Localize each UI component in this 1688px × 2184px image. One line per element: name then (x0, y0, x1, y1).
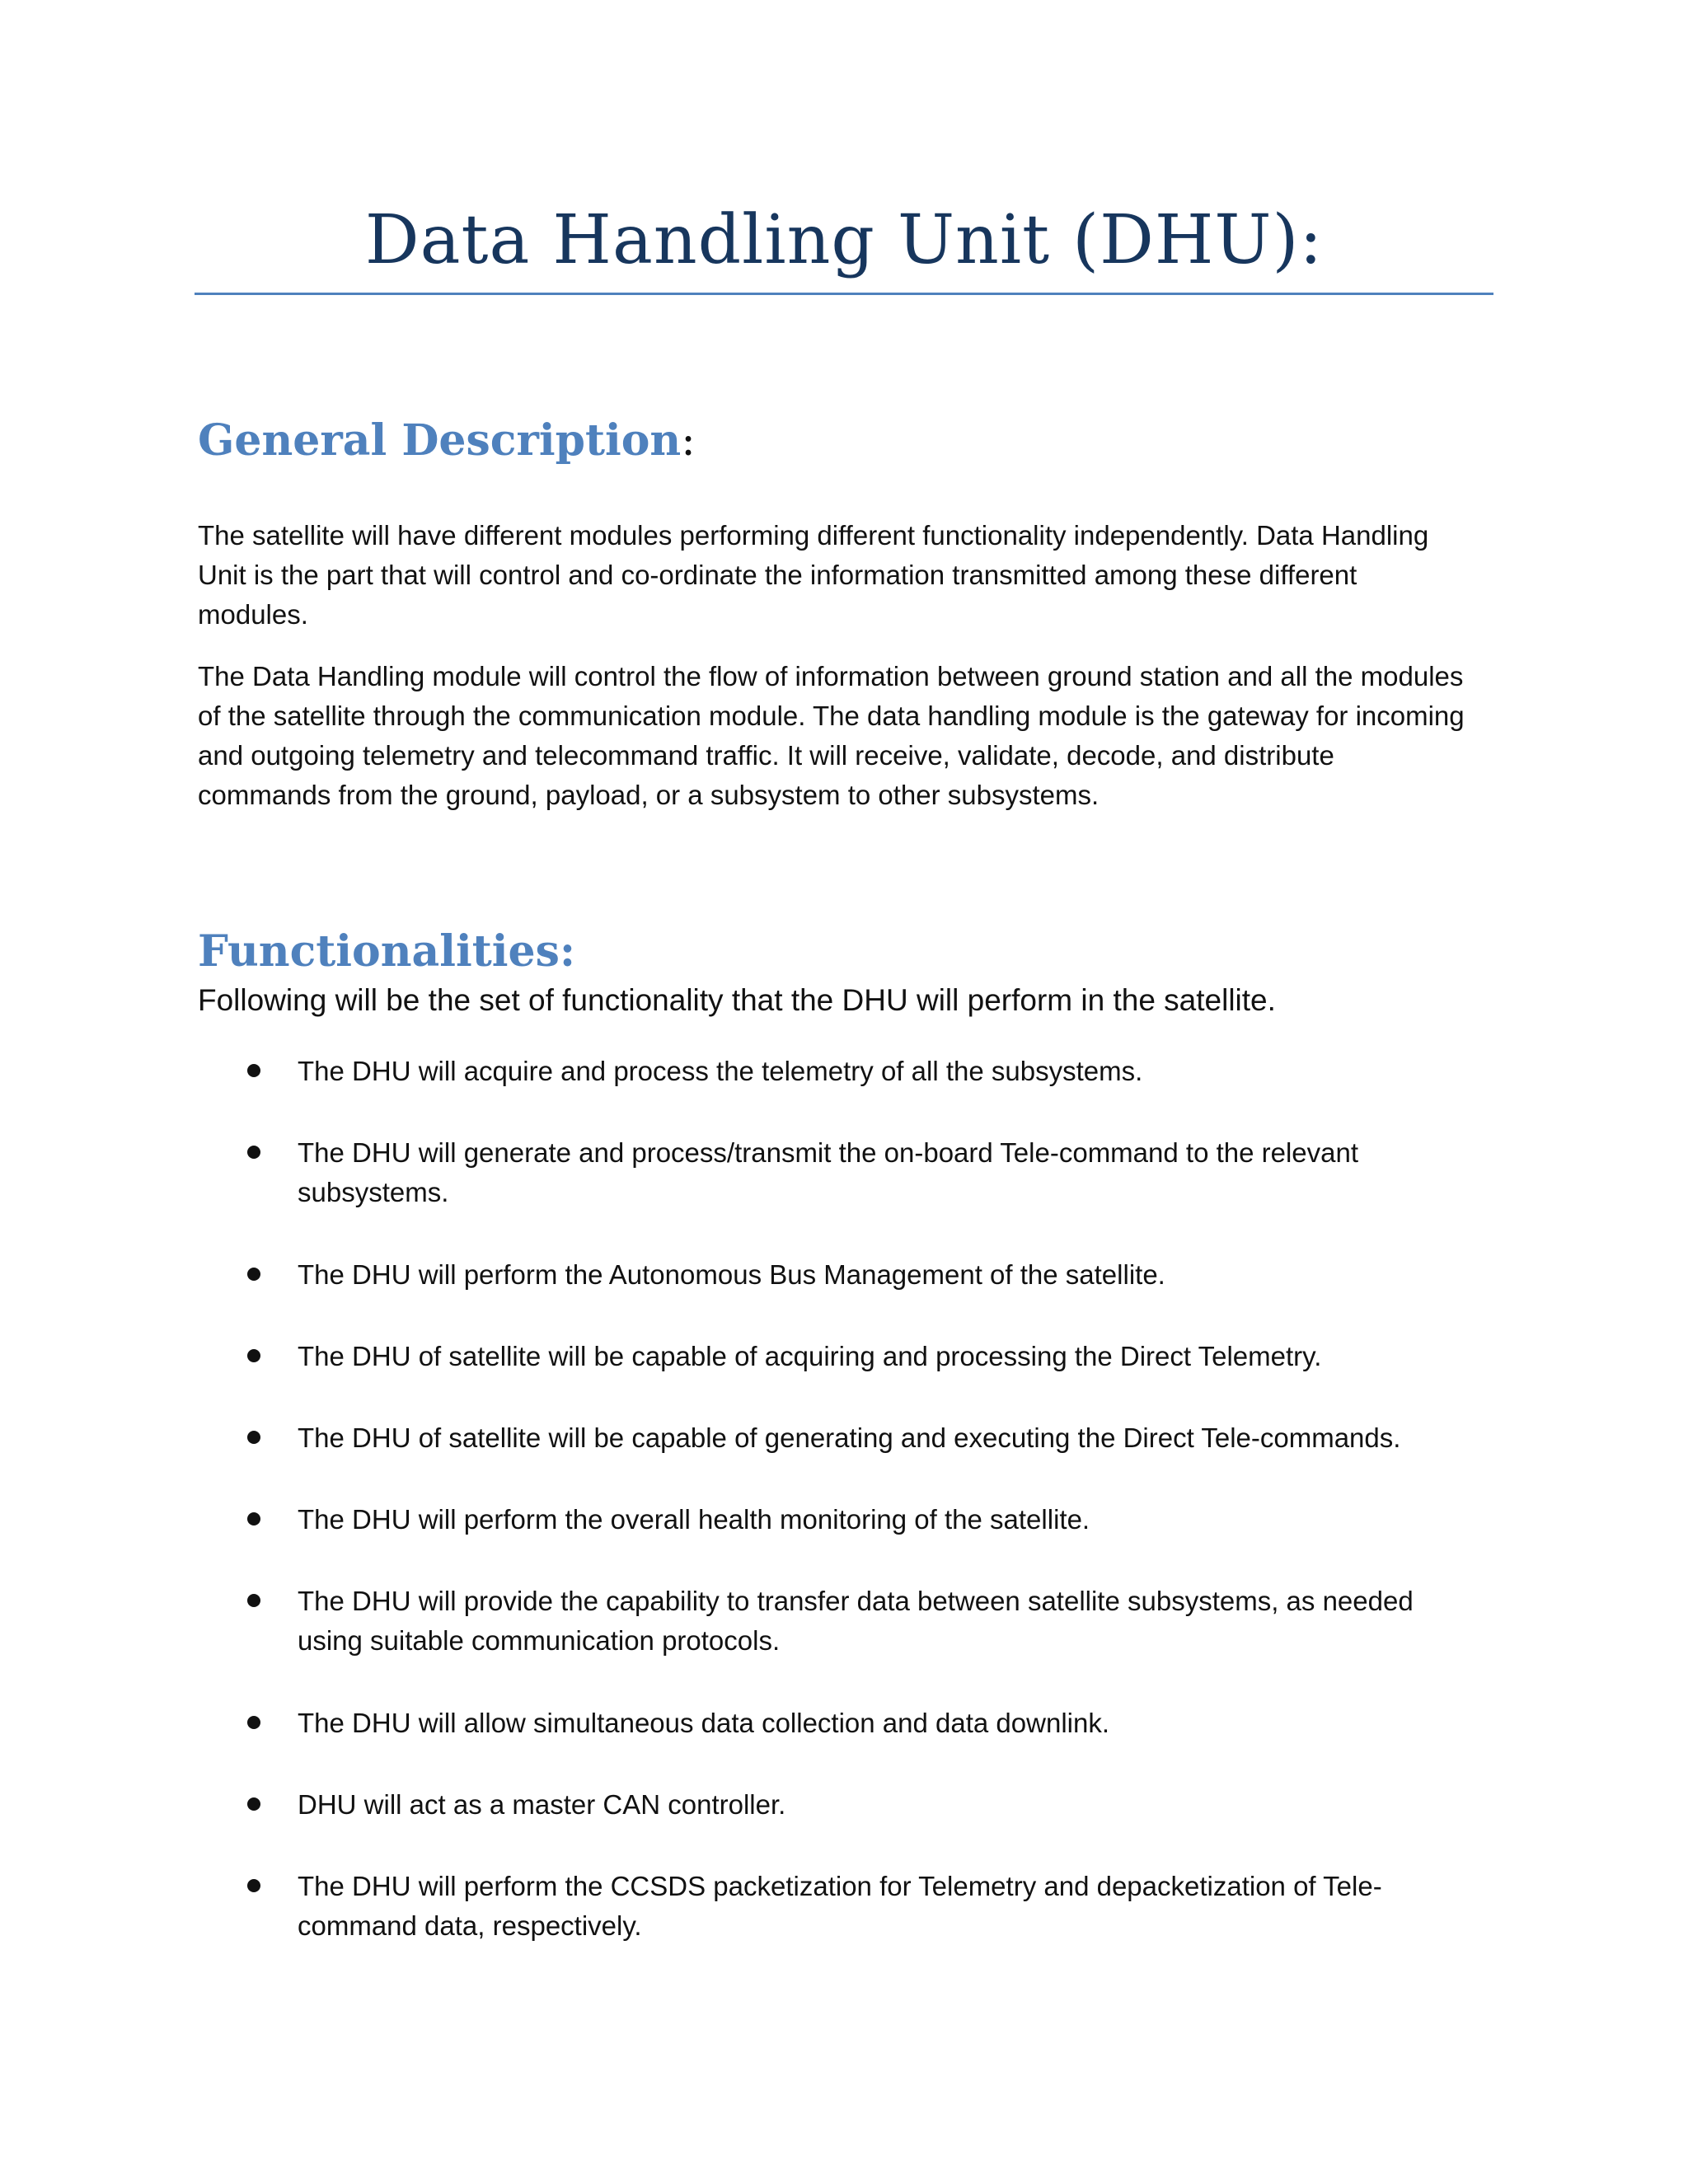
functionalities-intro: Following will be the set of functionality that the DHU will perform in the satellite. (198, 983, 1276, 1017)
list-item-text: The DHU will perform the Autonomous Bus Management of the satellite. (298, 1259, 1165, 1290)
list-item-text: The DHU will perform the overall health monitoring of the satellite. (298, 1504, 1090, 1535)
list-item-text: The DHU will acquire and process the telemetry of all the subsystems. (298, 1056, 1143, 1086)
list-item (247, 1418, 1467, 1458)
bullet-icon (247, 1431, 260, 1444)
list-item (247, 1052, 1467, 1091)
list-item-text: The DHU will perform the CCSDS packetization for Telemetry and depacketization of Tele-command data, respectively. (298, 1871, 1382, 1941)
list-item (247, 1337, 1467, 1376)
list-item (247, 1133, 1467, 1212)
list-item (247, 1704, 1467, 1743)
list-item-text: The DHU will allow simultaneous data collection and data downlink. (298, 1708, 1110, 1738)
bullet-icon (247, 1349, 260, 1362)
bullet-icon (247, 1268, 260, 1281)
list-item-text: The DHU will provide the capability to transfer data between satellite subsystems, as needed using suitable communication protocols. (298, 1586, 1414, 1656)
bullet-icon (247, 1146, 260, 1159)
general-description-heading-text: General Description (198, 415, 682, 466)
list-item (247, 1255, 1467, 1295)
heading-colon: : (681, 416, 696, 466)
list-item-text: The DHU of satellite will be capable of acquiring and processing the Direct Telemetry. (298, 1341, 1322, 1371)
list-item (247, 1582, 1467, 1661)
bullet-icon (247, 1594, 260, 1607)
list-item (247, 1867, 1467, 1946)
list-item (247, 1500, 1467, 1540)
list-item-text: The DHU of satellite will be capable of generating and executing the Direct Tele-commands. (298, 1422, 1401, 1453)
document-title: Data Handling Unit (DHU): (364, 201, 1324, 279)
list-item-text: The DHU will generate and process/transmit the on-board Tele-command to the relevant subsystems. (298, 1137, 1359, 1207)
bullet-icon (247, 1064, 260, 1077)
bullet-icon (247, 1797, 260, 1811)
general-description-paragraph-1: The satellite will have different modules performing different functionality independently. Data Handling Unit is the part that will control and co-ordinate the information transmitted among these different modules. (198, 520, 1429, 630)
bullet-icon (247, 1879, 260, 1892)
bullet-icon (247, 1716, 260, 1729)
general-description-paragraph-2: The Data Handling module will control the flow of information between ground station and all the modules of the satellite through the communication module. The data handling module is the gateway for incoming and outgoing telemetry and telecommand traffic. It will receive, validate, decode, and distribute commands from the ground, payload, or a subsystem to other subsystems. (198, 661, 1465, 810)
list-item-text: DHU will act as a master CAN controller. (298, 1789, 786, 1820)
list-item (247, 1785, 1467, 1825)
section-heading-functionalities: Functionalities: (198, 926, 576, 977)
bullet-icon (247, 1512, 260, 1526)
